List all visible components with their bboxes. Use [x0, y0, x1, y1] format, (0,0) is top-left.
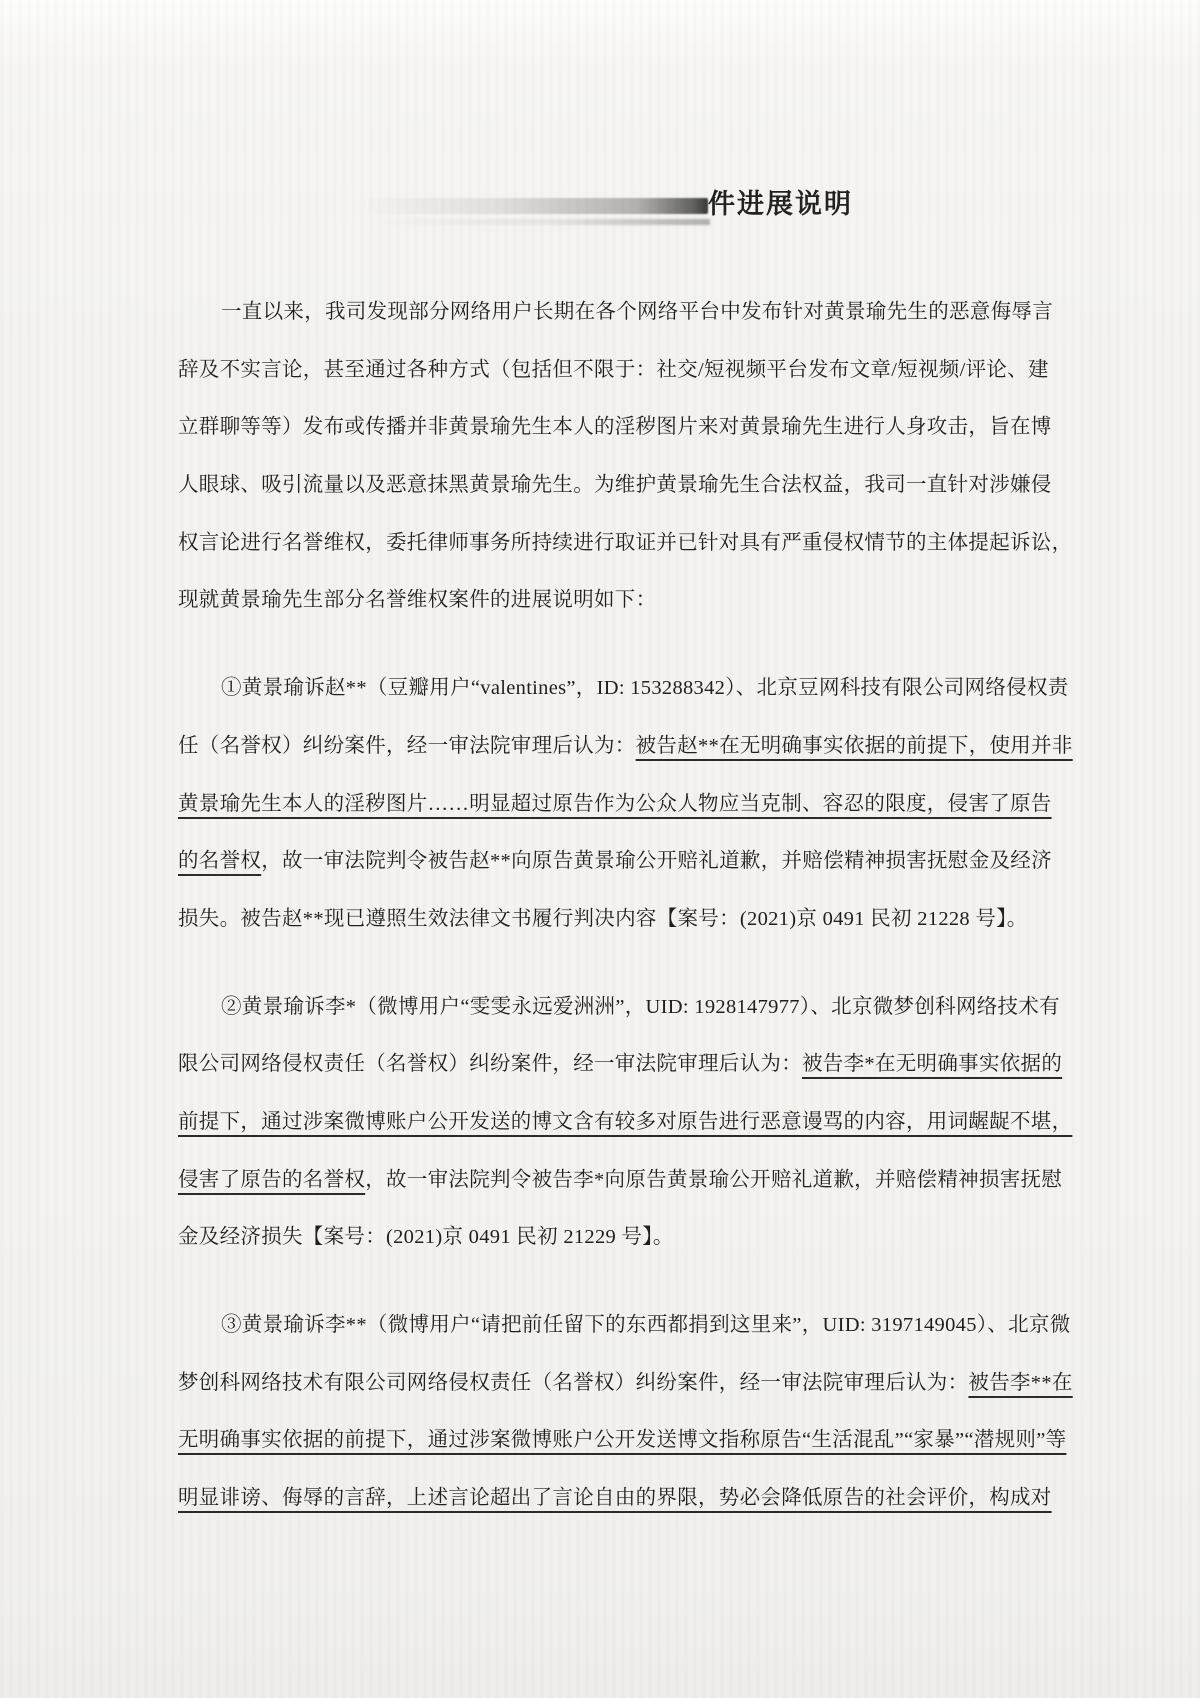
text-segment: 辞及不实言论，甚至通过各种方式（包括但不限于：社交/短视频平台发布文章/短视频/评论、建 — [178, 358, 1049, 381]
underlined-text-segment: 黄景瑜先生本人的淫秽图片……明显超过原告作为公众人物应当克制、容忍的限度，侵害了原告 — [178, 792, 1052, 815]
underlined-text-segment: 被告李**在 — [968, 1371, 1073, 1394]
document-line — [178, 1355, 1073, 1413]
text-segment: ，故一审法院判令被告李*向原告黄景瑜公开赔礼道歉，并赔偿精神损害抚慰 — [365, 1168, 1063, 1191]
document-title-row — [0, 0, 1200, 260]
document-line — [178, 1094, 1073, 1152]
underlined-text-segment: 前提下，通过涉案微博账户公开发送的博文含有较多对原告进行恶意谩骂的内容，用词龌龊不堪， — [178, 1110, 1073, 1133]
underlined-text-segment: 明显诽谤、侮辱的言辞，上述言论超出了言论自由的界限，势必会降低原告的社会评价，构成对 — [178, 1487, 1052, 1510]
text-segment: ②黄景瑜诉李*（微博用户“雯雯永远爱洲洲”，UID: 1928147977）、北京微梦创科网络技术有 — [221, 995, 1060, 1018]
paragraph-intro — [178, 284, 1073, 630]
title-redaction-smear-secondary — [368, 219, 710, 225]
paragraph-case-3 — [178, 1297, 1073, 1528]
document-body — [178, 284, 1073, 1528]
document-line — [178, 1152, 1063, 1210]
underlined-text-segment: 侵害了原告的名誉权 — [178, 1168, 366, 1191]
text-segment: 人眼球、吸引流量以及恶意抹黑黄景瑜先生。为维护黄景瑜先生合法权益，我司一直针对涉嫌侵 — [178, 474, 1052, 497]
paragraph-case-2 — [178, 979, 1073, 1267]
document-line — [178, 1209, 1058, 1267]
text-segment: 金及经济损失【案号：(2021)京 0491 民初 21229 号】。 — [178, 1226, 674, 1249]
text-segment: 损失。被告赵**现已遵照生效法律文书履行判决内容【案号：(2021)京 0491 民初 21228 号】。 — [178, 907, 1028, 930]
document-line — [178, 1412, 1067, 1470]
text-segment: 任（名誉权）纠纷案件，经一审法院审理后认为： — [178, 734, 636, 757]
text-segment: 一直以来，我司发现部分网络用户长期在各个网络平台中发布针对黄景瑜先生的恶意侮辱言 — [221, 301, 1053, 323]
document-line — [178, 1036, 1063, 1094]
text-segment: 梦创科网络技术有限公司网络侵权责任（名誉权）纠纷案件，经一审法院审理后认为： — [178, 1371, 969, 1394]
paragraph-case-1 — [178, 660, 1073, 948]
document-title-text: 件进展说明 — [708, 189, 853, 219]
document-line — [178, 284, 1058, 342]
document-line — [178, 457, 1058, 515]
document-line — [178, 1470, 1058, 1528]
text-segment: 立群聊等等）发布或传播并非黄景瑜先生本人的淫秽图片来对黄景瑜先生进行人身攻击，旨在博 — [178, 416, 1052, 439]
document-line — [178, 572, 1058, 630]
document-line — [178, 1297, 1071, 1355]
document-line — [178, 891, 1058, 949]
underlined-text-segment: 的名誉权 — [178, 850, 262, 873]
text-segment: 限公司网络侵权责任（名誉权）纠纷案件，经一审法院审理后认为： — [178, 1053, 802, 1076]
document-line — [178, 979, 1058, 1037]
underlined-text-segment: 无明确事实依据的前提下，通过涉案微博账户公开发送博文指称原告“生活混乱”“家暴”“潜规则”等 — [178, 1429, 1067, 1452]
text-segment: ①黄景瑜诉赵**（豆瓣用户“valentines”，ID: 153288342）、北京豆网科技有限公司网络侵权责 — [221, 677, 1069, 700]
document-line — [178, 833, 1058, 891]
document-line — [178, 399, 1058, 457]
document-line — [178, 342, 1058, 400]
document-line — [178, 718, 1073, 776]
text-segment: 权言论进行名誉维权，委托律师事务所持续进行取证并已针对具有严重侵权情节的主体提起诉讼， — [178, 531, 1073, 554]
title-redaction-smear — [356, 198, 708, 214]
document-line — [178, 660, 1069, 718]
document-line — [178, 776, 1058, 834]
text-segment: 现就黄景瑜先生部分名誉维权案件的进展说明如下： — [178, 589, 657, 612]
document-line — [178, 515, 1073, 573]
underlined-text-segment: 被告李*在无明确事实依据的 — [802, 1053, 1063, 1076]
text-segment: ③黄景瑜诉李**（微博用户“请把前任留下的东西都捐到这里来”，UID: 3197149045）、北京微 — [221, 1314, 1071, 1336]
underlined-text-segment: 被告赵**在无明确事实依据的前提下，使用并非 — [635, 734, 1073, 757]
text-segment: ，故一审法院判令被告赵**向原告黄景瑜公开赔礼道歉，并赔偿精神损害抚慰金及经济 — [261, 850, 1052, 873]
